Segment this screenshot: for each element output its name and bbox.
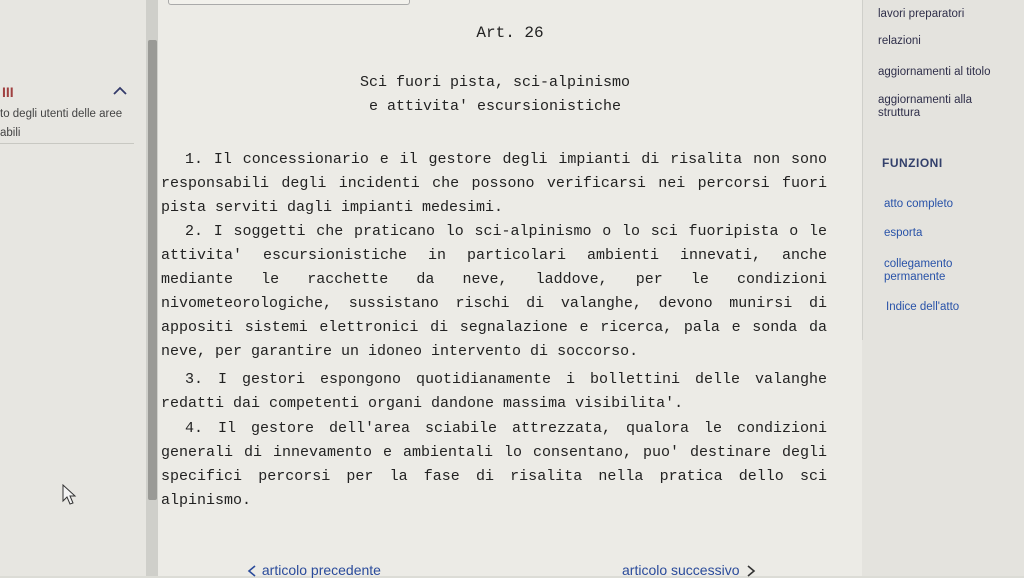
top-control[interactable] [168,0,410,5]
article-content [158,0,862,576]
chevron-up-icon[interactable] [112,84,128,98]
article-title-line1: Sci fuori pista, sci-alpinismo [359,74,631,91]
link-atto-completo[interactable]: atto completo [884,198,954,210]
sidebar-section-header[interactable] [0,80,140,106]
sidebar-item-lavori-preparatori[interactable]: lavori preparatori [878,8,965,20]
paragraph-1: 1. Il concessionario e il gestore degli impianti di risalita non sono responsabili degli incidenti che possono verificarsi nei percorsi fuori pista serviti dagli impianti medesimi. [161,151,827,217]
link-indice-atto[interactable]: Indice dell'atto [886,301,960,313]
sidebar-item-relazioni[interactable]: relazioni [878,35,921,47]
right-sidebar [862,0,1024,576]
next-article-label: articolo successivo [622,562,740,578]
sidebar-item-text-continued[interactable]: abili [0,127,21,139]
scrollbar-thumb[interactable] [148,40,157,500]
link-esporta[interactable]: esporta [884,227,923,239]
divider [0,143,134,144]
section-marker: III [2,84,14,100]
functions-heading: FUNZIONI [882,156,943,170]
sidebar-item-aggiornamenti-struttura[interactable]: aggiornamenti alla struttura [878,94,972,119]
paragraph-2: 2. I soggetti che praticano lo sci-alpinismo o lo sci fuoripista o le attivita' escursionistiche in particolari ambienti innevati, anche mediante le racchette da neve, laddove, per le condizioni nivometeorologiche, sussistano rischi di valanghe, devono munirsi di appositi sistemi elettronici di segnalazione e ricerca, pala e sonda da neve, per garantire un idoneo intervento di soccorso. [161,223,827,361]
sidebar-item-aggiornamenti-titolo[interactable]: aggiornamenti al titolo [878,66,991,78]
link-collegamento-permanente[interactable]: collegamento permanente [884,258,953,283]
paragraph-3: 3. I gestori espongono quotidianamente i bollettini delle valanghe redatti dai competenti organi dandone massima visibilita'. [161,371,827,413]
previous-article-label: articolo precedente [261,562,381,578]
paragraph-4: 4. Il gestore dell'area sciabile attrezzata, qualora le condizioni generali di innevamento e ambientali lo consentano, puo' destinare degli specifici percorsi per la fase di risalita nella pratica dello sci alpinismo. [161,420,827,510]
left-sidebar [0,0,146,576]
divider [862,0,863,340]
article-title-line2: e attivita' escursionistiche [368,98,622,115]
mouse-cursor-icon [62,484,78,506]
article-number: Art. 26 [476,24,544,42]
sidebar-item-text[interactable]: to degli utenti delle aree [0,108,123,120]
